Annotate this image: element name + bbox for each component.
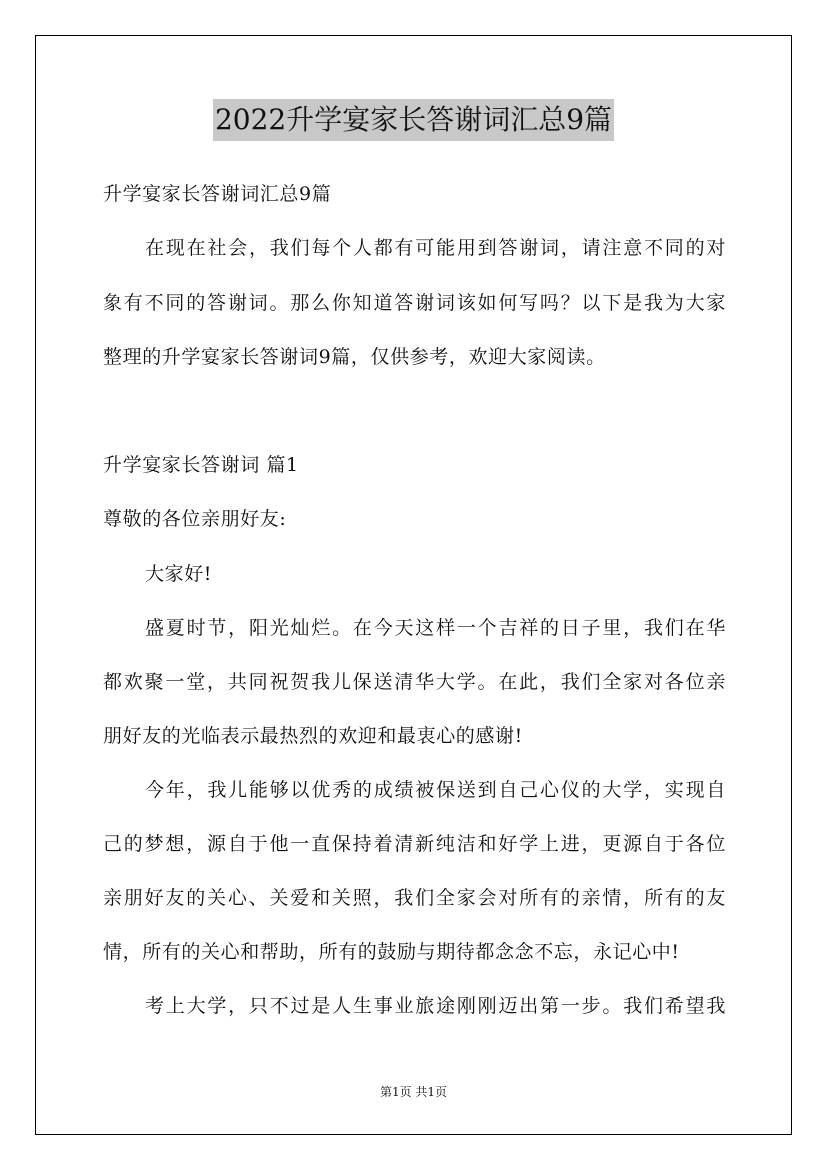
- greeting: 大家好!: [145, 563, 213, 585]
- page-footer: 第1页 共1页: [379, 1085, 448, 1099]
- title-container: [0, 99, 827, 141]
- section-heading: 升学宴家长答谢词 篇1: [103, 454, 299, 476]
- para1-line-3: 朋好友的光临表示最热烈的欢迎和最衷心的感谢!: [103, 725, 523, 747]
- para2-line-4: 情，所有的关心和帮助，所有的鼓励与期待都念念不忘，永记心中!: [103, 941, 680, 963]
- document-title: 2022升学宴家长答谢词汇总9篇: [213, 99, 614, 141]
- para1-line-1: 盛夏时节，阳光灿烂。在今天这样一个吉祥的日子里，我们在华: [145, 617, 726, 639]
- para2-line-2: 己的梦想，源自于他一直保持着清新纯洁和好学上进，更源自于各位: [103, 833, 726, 855]
- para3-line-1: 考上大学，只不过是人生事业旅途刚刚迈出第一步。我们希望我: [145, 995, 726, 1017]
- intro-line-3: 整理的升学宴家长答谢词9篇，仅供参考，欢迎大家阅读。: [103, 346, 606, 368]
- intro-line-1: 在现在社会，我们每个人都有可能用到答谢词，请注意不同的对: [145, 237, 726, 259]
- subtitle: 升学宴家长答谢词汇总9篇: [103, 183, 332, 205]
- intro-line-2: 象有不同的答谢词。那么你知道答谢词该如何写吗？以下是我为大家: [103, 292, 726, 314]
- para1-line-2: 都欢聚一堂，共同祝贺我儿保送清华大学。在此，我们全家对各位亲: [103, 671, 726, 693]
- para2-line-3: 亲朋好友的关心、关爱和关照，我们全家会对所有的亲情，所有的友: [103, 887, 726, 909]
- salutation: 尊敬的各位亲朋好友:: [103, 508, 287, 530]
- para2-line-1: 今年，我儿能够以优秀的成绩被保送到自己心仪的大学，实现自: [145, 779, 726, 801]
